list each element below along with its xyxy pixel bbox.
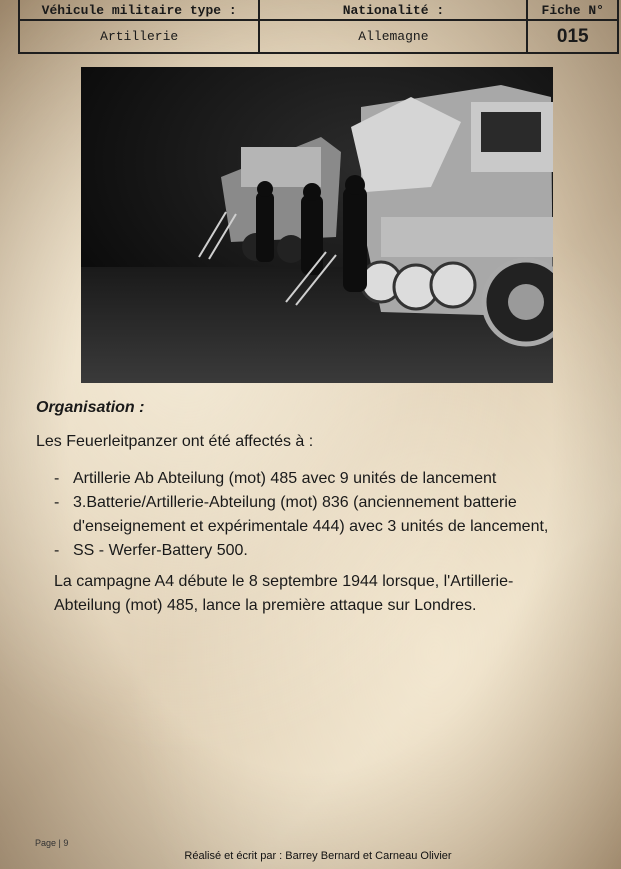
section-title: Organisation :: [36, 399, 145, 416]
list-item-line: d'enseignement et expérimentale 444) avec 3 unités de lancement,: [73, 518, 549, 535]
page-number: Page | 9: [35, 838, 69, 848]
list-item: [54, 539, 594, 563]
assignment-list: [54, 467, 594, 563]
bullet-dash: -: [54, 494, 60, 511]
nationality-value: Allemagne: [259, 20, 527, 53]
photo-illustration: [81, 67, 553, 383]
paragraph-line: Abteilung (mot) 485, lance la première attaque sur Londres.: [54, 597, 477, 614]
list-item: [54, 467, 594, 491]
list-item-line: 3.Batterie/Artillerie-Abteilung (mot) 836 (anciennement batterie: [73, 494, 517, 511]
campaign-paragraph: [54, 570, 574, 618]
fiche-label: Fiche N°: [527, 0, 618, 20]
list-item-line: SS - Werfer-Battery 500.: [73, 542, 248, 559]
header-table: [18, 0, 619, 54]
nationality-label: Nationalité :: [259, 0, 527, 20]
credits-footer: Réalisé et écrit par : Barrey Bernard et Carneau Olivier: [184, 850, 452, 862]
vehicle-type-value: Artillerie: [19, 20, 259, 53]
list-item-line: Artillerie Ab Abteilung (mot) 485 avec 9 unités de lancement: [73, 470, 497, 487]
vehicle-type-label: Véhicule militaire type :: [19, 0, 259, 20]
list-item: [54, 491, 594, 539]
halftrack-photo: [81, 67, 553, 383]
bullet-dash: -: [54, 542, 60, 559]
paragraph-line: La campagne A4 débute le 8 septembre 1944 lorsque, l'Artillerie-: [54, 573, 514, 590]
intro-text: Les Feuerleitpanzer ont été affectés à :: [36, 433, 314, 450]
bullet-dash: -: [54, 470, 60, 487]
fiche-number: 015: [527, 20, 618, 53]
